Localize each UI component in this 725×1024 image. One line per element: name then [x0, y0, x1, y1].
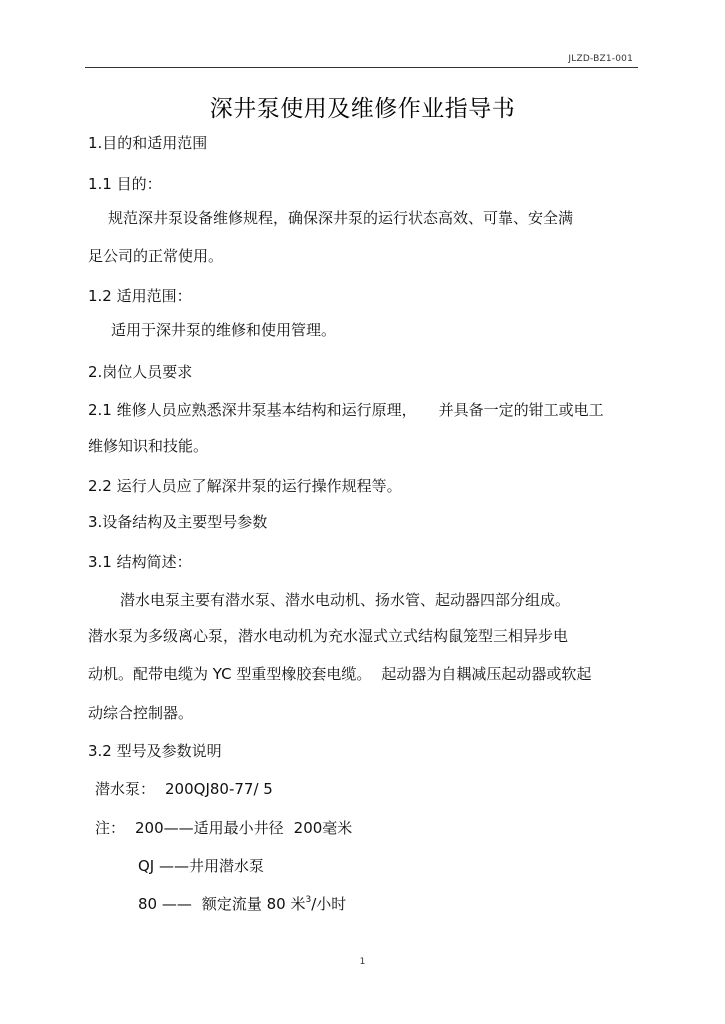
paragraph-structure-line-1: 潜水电泵主要有潜水泵、潜水电动机、扬水管、起动器四部分组成。: [120, 591, 571, 609]
section-heading-3: 3.设备结构及主要型号参数: [88, 513, 268, 531]
model-label: 潜水泵：: [95, 780, 156, 798]
paragraph-2-1-part-a: 2.1 维修人员应熟悉深井泵基本结构和运行原理，: [88, 401, 417, 419]
section-heading-1: 1.目的和适用范围: [88, 134, 208, 152]
paragraph-purpose-line-1: 规范深井泵设备维修规程，确保深井泵的运行状态高效、可靠、安全满: [108, 209, 574, 227]
note-3-superscript: 3: [305, 895, 312, 905]
paragraph-structure-line-3-part-a: 动机。配带电缆为 YC 型重型橡胶套电缆。: [88, 665, 372, 683]
paragraph-2-1-line-1: [88, 400, 604, 420]
note-line-3: [138, 894, 346, 914]
note-label: 注：: [95, 819, 126, 837]
paragraph-structure-line-4: 动综合控制器。: [88, 704, 194, 722]
header-rule: [85, 67, 638, 68]
note-line-2: QJ ——井用潜水泵: [138, 857, 264, 875]
subsection-heading-3-2: 3.2 型号及参数说明: [88, 742, 222, 760]
subsection-heading-3-1: 3.1 结构简述：: [88, 553, 192, 571]
model-value: 200QJ80-77/ 5: [165, 780, 273, 798]
note-1-part-b: 200毫米: [293, 819, 353, 837]
note-3-part-a: 80 ——: [138, 895, 192, 913]
subsection-heading-1-1: 1.1 目的：: [88, 175, 162, 193]
section-heading-2: 2.岗位人员要求: [88, 363, 193, 381]
document-title: 深井泵使用及维修作业指导书: [209, 96, 516, 122]
note-line-1: [95, 818, 352, 838]
paragraph-purpose-line-2: 足公司的正常使用。: [88, 247, 224, 265]
note-1-part-a: 200——适用最小井径: [135, 819, 284, 837]
paragraph-structure-line-2: 潜水泵为多级离心泵，潜水电动机为充水湿式立式结构鼠笼型三相异步电: [88, 627, 569, 645]
paragraph-scope: 适用于深井泵的维修和使用管理。: [111, 321, 337, 339]
model-line: [95, 779, 273, 799]
page-number: 1: [359, 957, 366, 967]
paragraph-2-1-line-2: 维修知识和技能。: [88, 437, 209, 455]
note-3-part-c: /小时: [311, 895, 347, 913]
paragraph-2-1-part-b: 并具备一定的钳工或电工: [438, 401, 604, 419]
paragraph-structure-line-3: [88, 664, 591, 684]
subsection-heading-1-2: 1.2 适用范围：: [88, 287, 192, 305]
note-3-part-b: 额定流量 80 米: [201, 895, 306, 913]
paragraph-structure-line-3-part-b: 起动器为自耦减压起动器或软起: [381, 665, 592, 683]
paragraph-2-2: 2.2 运行人员应了解深井泵的运行操作规程等。: [88, 477, 402, 495]
document-code: JLZD-BZ1-001: [568, 54, 633, 64]
